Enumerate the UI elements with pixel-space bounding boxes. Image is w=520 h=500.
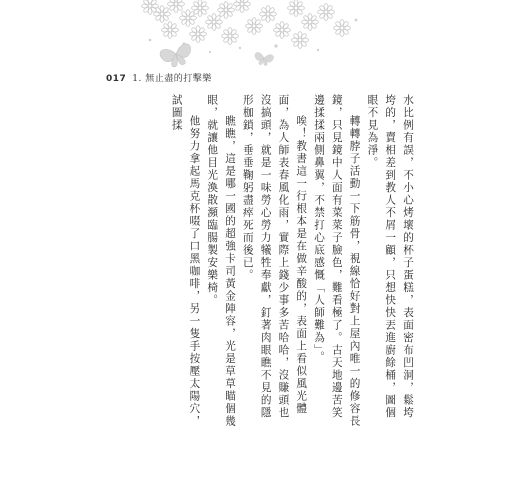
paragraph-2: 轉轉脖子活動一下筋骨，視線恰好對上屋內唯一的修容長鏡，只見鏡中人面有菜菜子臉色，難看極了。古天地邊苦笑邊揉揉兩側鼻翼，不禁打心底感慨「人師難為」。	[313, 94, 361, 428]
chapter-title: 1. 無止盡的打擊樂	[132, 74, 212, 84]
running-header	[106, 71, 212, 84]
floral-header-ornament	[0, 0, 520, 70]
paragraph-5: 他努力拿起馬克杯啜了口黑咖啡，另一隻手按壓太陽穴，試圖揉	[170, 94, 201, 428]
paragraph-1: 水比例有誤，不小心烤壞的杯子蛋糕，表面密布凹洞，鬆垮垮的，賣相差到教人不屑一顧，只想快快丟進廚餘桶，圖個眼不見為淨。	[366, 94, 414, 419]
paragraph-4: 瞧瞧，這是哪一國的超強卡司黃金陣容，光是草草瞄個幾眼，就讓他目光渙散瀕臨腸製安樂椅。	[206, 94, 237, 428]
paragraph-3: 唉！教書這一行根本是在做辛酸的，表面上看似風光體面，為人師表春風化雨，實際上錢少事多苦哈哈，沒賺頭也沒搞頭，就是一味勞心勞力犧牲奉獻，釘著肉眼瞧不見的隱形枷鎖，垂垂鞠躬盡瘁死而後已。	[241, 94, 308, 419]
vertical-body-text	[132, 94, 416, 428]
page-number: 017	[106, 74, 127, 84]
